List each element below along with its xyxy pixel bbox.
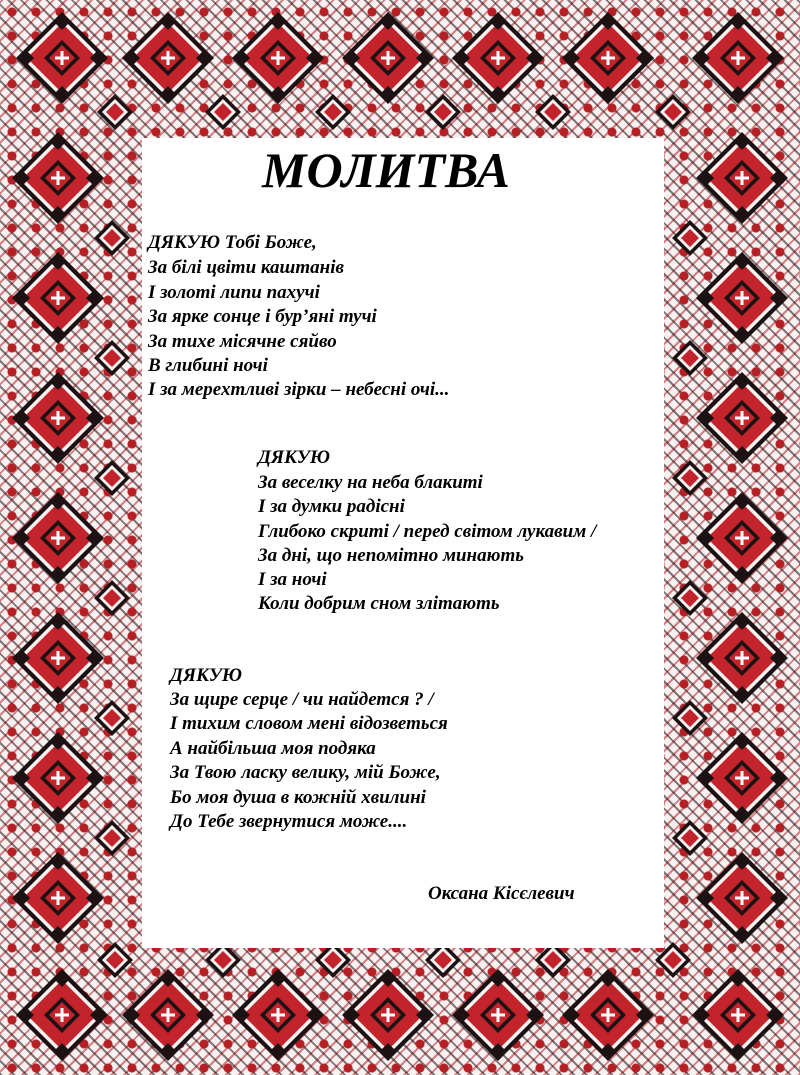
poem-line: За білі цвіти каштанів [148,257,344,278]
embroidery-diamond-icon [94,580,130,616]
embroidery-star-icon [12,612,104,704]
poem-line: І золоті липи пахучі [148,282,320,303]
poem-line: ДЯКУЮ Тобі Боже, [148,232,317,253]
poem-line: Бо моя душа в кожній хвилині [170,787,426,808]
embroidery-star-icon [696,132,788,224]
embroidery-star-icon [696,372,788,464]
poem-line: І за мерехтливі зірки – небесні очі... [148,379,450,400]
embroidery-diamond-icon [672,220,708,256]
poem-line: А найбільша моя подяка [170,738,376,759]
embroidery-diamond-icon [672,820,708,856]
embroidery-diamond-icon [205,94,241,130]
embroidery-diamond-icon [655,94,691,130]
poem-line: В глибині ночі [148,355,268,376]
embroidery-diamond-icon [94,820,130,856]
embroidery-star-icon [696,252,788,344]
poem-line: За Твою ласку велику, мій Боже, [170,762,441,783]
embroidery-star-icon [342,969,434,1061]
poem-line: За щире серце / чи найдется ? / [170,689,434,710]
poem-line: За ярке сонце і бур’яні тучі [148,306,377,327]
embroidery-diamond-icon [94,460,130,496]
embroidery-star-icon [12,492,104,584]
embroidery-star-icon [16,12,108,104]
embroidery-star-icon [692,12,784,104]
poem-line: За веселку на неба блакиті [258,472,483,493]
embroidery-diamond-icon [94,220,130,256]
poem-line: За тихе місячне сяйво [148,331,337,352]
embroidery-star-icon [562,969,654,1061]
embroidery-star-icon [12,132,104,224]
embroidery-star-icon [342,12,434,104]
embroidery-star-icon [12,732,104,824]
embroidery-diamond-icon [535,94,571,130]
poem-line: І за ночі [258,569,327,590]
embroidery-star-icon [12,252,104,344]
embroidery-star-icon [12,372,104,464]
embroidery-star-icon [122,969,214,1061]
poem-line: До Тебе звернутися може.... [170,811,408,832]
poem-line: ДЯКУЮ [258,447,330,468]
poem-title: МОЛИТВА [262,142,510,198]
embroidery-star-icon [232,969,324,1061]
poem-line: За дні, що непомітно минають [258,545,524,566]
embroidery-star-icon [452,969,544,1061]
embroidery-star-icon [696,852,788,944]
embroidery-diamond-icon [94,700,130,736]
embroidery-star-icon [696,732,788,824]
embroidery-star-icon [696,492,788,584]
embroidery-diamond-icon [97,942,133,978]
embroidery-diamond-icon [94,340,130,376]
embroidery-star-icon [452,12,544,104]
embroidery-star-icon [232,12,324,104]
poem-line: ДЯКУЮ [170,665,242,686]
embroidery-diamond-icon [315,94,351,130]
embroidery-star-icon [692,969,784,1061]
embroidery-star-icon [696,612,788,704]
poem-line: І тихим словом мені відозветься [170,713,448,734]
embroidery-star-icon [12,852,104,944]
poem-line: Глибоко скриті / перед світом лукавим / [258,521,597,542]
embroidery-diamond-icon [672,580,708,616]
embroidery-diamond-icon [97,94,133,130]
embroidery-diamond-icon [672,700,708,736]
embroidery-diamond-icon [425,94,461,130]
embroidery-diamond-icon [672,460,708,496]
poem-line: І за думки радісні [258,496,405,517]
embroidery-star-icon [16,969,108,1061]
embroidery-star-icon [562,12,654,104]
author-signature: Оксана Кісєлевич [428,883,575,904]
embroidery-diamond-icon [672,340,708,376]
embroidery-star-icon [122,12,214,104]
poem-line: Коли добрим сном злітають [258,593,500,614]
